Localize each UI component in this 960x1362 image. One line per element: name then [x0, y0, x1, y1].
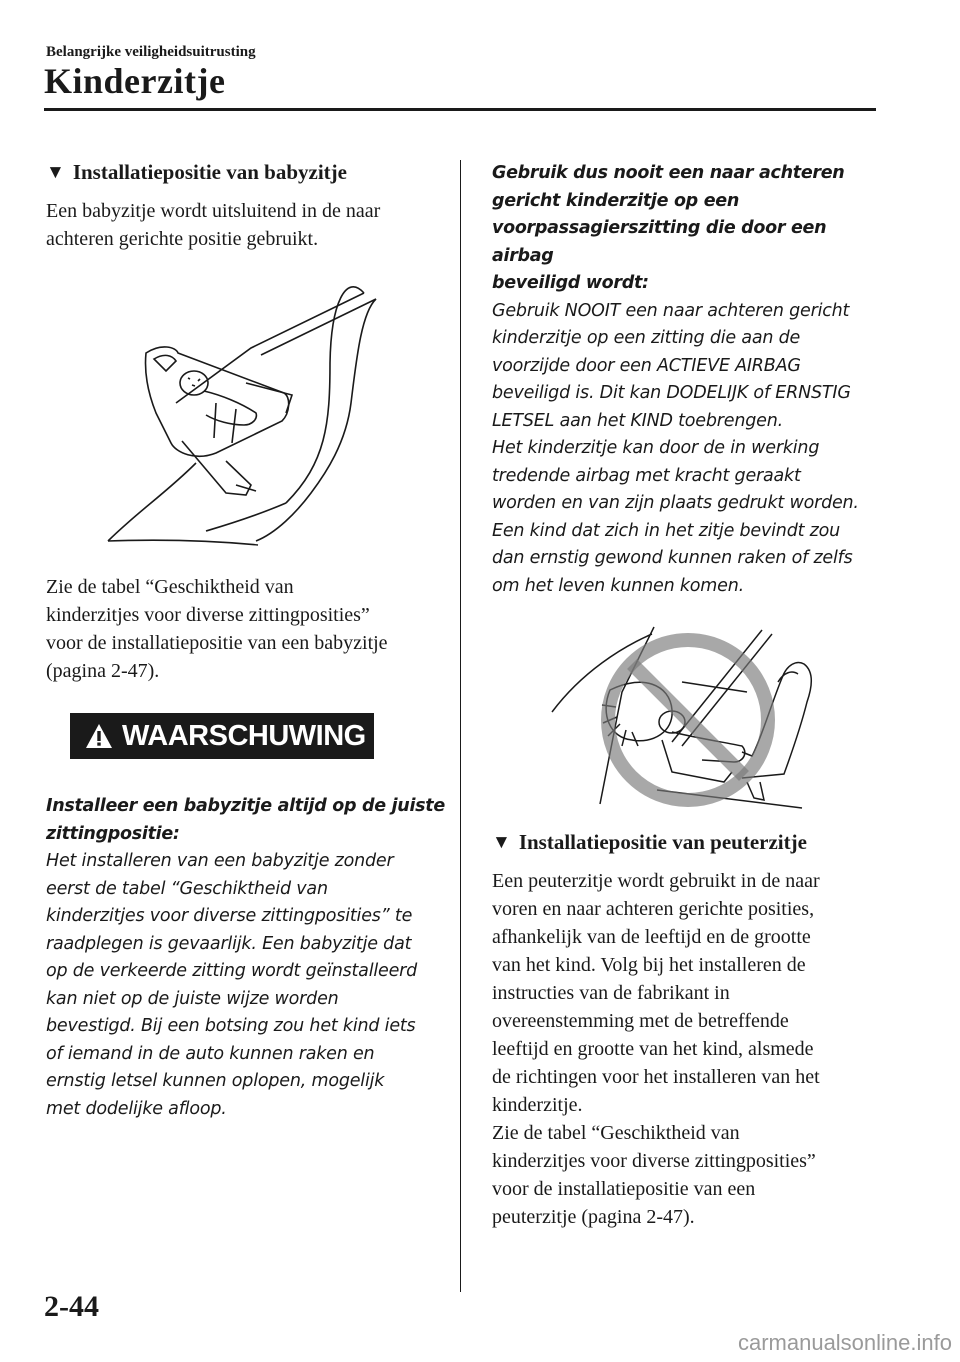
- peuterzitje-heading-text: Installatiepositie van peuterzitje: [518, 830, 807, 854]
- warning-banner: [70, 713, 374, 759]
- watermark: carmanualsonline.info: [737, 1330, 952, 1355]
- airbag-warning-title: Gebruik dus nooit een naar achteren gericht kinderzitje op een voorpassagierszitting die door een airbag beveiligd wordt:: [492, 163, 845, 293]
- warning-triangle-icon: [84, 722, 114, 750]
- header-rule: [44, 108, 876, 111]
- triangle-down-icon: ▼: [46, 161, 65, 183]
- column-divider: [460, 160, 461, 1292]
- babyzitje-warning-title: Installeer een babyzitje altijd op de juiste zittingpositie:: [46, 796, 445, 844]
- babyzitje-heading: [46, 160, 446, 185]
- airbag-prohibited-illustration: [492, 622, 882, 812]
- page-number: 2-44: [44, 1290, 99, 1323]
- triangle-down-icon: ▼: [492, 831, 511, 853]
- right-column: [492, 160, 882, 1231]
- peuterzitje-body: Een peuterzitje wordt gebruikt in de naar voren en naar achteren gerichte posities, afhankelijk van de leeftijd en de grootte van het kind. Volg bij het installeren de instructies van de fabrikant in overeenstemming met de betreffende leeftijd en grootte van het kind, alsmede de richtingen voor het installeren van het kinderzitje. Zie de tabel “Geschiktheid van kinderzitjes voor diverse zittingposities” voor de installatiepositie van een peuterzitje (pagina 2-47).: [492, 870, 820, 1228]
- left-column: [46, 160, 446, 1123]
- babyzitje-heading-text: Installatiepositie van babyzitje: [72, 160, 347, 184]
- babyzitje-intro: Een babyzitje wordt uitsluitend in de naar achteren gerichte positie gebruikt.: [46, 200, 381, 250]
- babyzitje-reference: Zie de tabel “Geschiktheid van kinderzitjes voor diverse zittingposities” voor de installatiepositie van een babyzitje (pagina 2-47).: [46, 576, 388, 682]
- peuterzitje-heading: [492, 830, 882, 855]
- airbag-warning-body: Gebruik NOOIT een naar achteren gericht kinderzitje op een zitting die aan de voorzijde door een ACTIEVE AIRBAG beveiligd is. Dit kan DODELIJK of ERNSTIG LETSEL aan het KIND toebrengen. Het kinderzitje kan door de in werking tredende airbag met kracht geraakt worden en van zijn plaats gedrukt worden. Een kind dat zich in het zitje bevindt zou dan ernstig gewond kunnen raken of zelfs om het leven kunnen komen.: [492, 300, 859, 596]
- page-title: Kinderzitje: [44, 61, 226, 101]
- section-label: Belangrijke veiligheidsuitrusting: [46, 44, 256, 60]
- babyzitje-warning-body: Het installeren van een babyzitje zonder eerst de tabel “Geschiktheid van kinderzitjes voor diverse zittingposities” te raadplegen is gevaarlijk. Een babyzitje dat op de verkeerde zitting wordt geïnstalleerd kan niet op de juiste wijze worden bevestigd. Bij een botsing zou het kind iets of iemand in de auto kunnen raken en ernstig letsel kunnen oplopen, mogelijk met dodelijke afloop.: [46, 851, 418, 1119]
- warning-label: WAARSCHUWING: [122, 719, 366, 752]
- babyzitje-illustration: [46, 263, 446, 563]
